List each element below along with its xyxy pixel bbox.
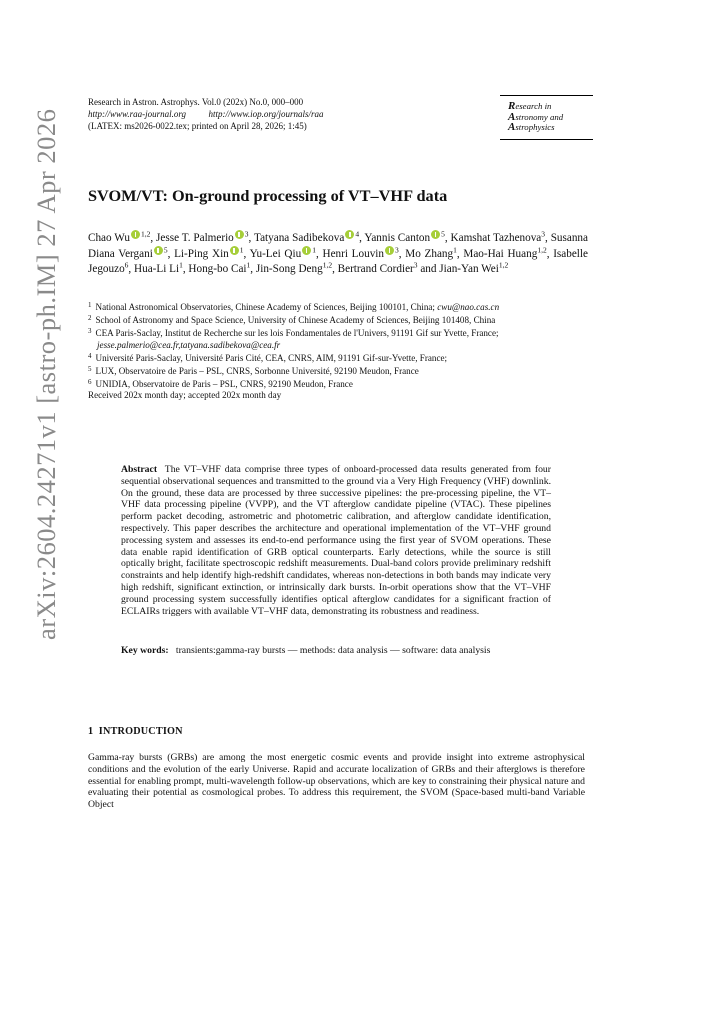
affiliation-email[interactable]: cwu@nao.cas.cn	[437, 302, 500, 312]
author-name: Mo Zhang$^1$	[405, 245, 457, 260]
author-name: Hong-bo Cai$^1$	[188, 260, 251, 275]
received-dates: Received 202x month day; accepted 202x month day	[88, 390, 282, 401]
header-journal-line: Research in Astron. Astrophys. Vol.0 (202x) No.0, 000–000	[88, 97, 304, 107]
affiliation-item	[88, 300, 568, 313]
author-affiliation-index: 3	[244, 229, 249, 239]
journal-logo-box: Research in Astronomy and Astrophysics	[500, 95, 593, 140]
author-affiliation-index: 5	[163, 245, 168, 255]
paper-title: SVOM/VT: On-ground processing of VT–VHF data	[88, 186, 448, 205]
affiliation-item	[88, 326, 568, 350]
author-name: Li-Ping Xin $^1$	[174, 245, 244, 260]
orcid-icon[interactable]	[154, 246, 163, 255]
author-affiliation-index: 1,2	[322, 260, 333, 270]
author-affiliation-index: 1,2	[537, 245, 547, 255]
author-affiliation-index: 1	[246, 260, 251, 270]
author-name: Tatyana Sadibekova $^4$	[254, 229, 360, 244]
author-name: Bertrand Cordier$^3$	[337, 260, 418, 275]
orcid-icon[interactable]	[131, 230, 140, 239]
author-affiliation-index: 4	[355, 229, 360, 239]
affiliation-number: 4	[88, 351, 92, 360]
affiliation-text: LUX, Observatoire de Paris – PSL, CNRS, Sorbonne Université, 92190 Meudon, France	[95, 366, 419, 377]
author-name: Chao Wu $^{1,2}$	[88, 229, 151, 244]
affiliation-text: Université Paris-Saclay, Université Paris Cité, CEA, CNRS, AIM, 91191 Gif-sur-Yvette, France;	[95, 352, 448, 363]
author-name: Isabelle Jegouzo$^6$	[88, 248, 588, 275]
affiliation-number: 2	[88, 314, 92, 323]
author-affiliation-index: 5	[441, 229, 445, 239]
author-name: Hua-Li Li$^1$	[134, 260, 183, 275]
abstract-text: The VT–VHF data comprise three types of onboard-processed data results generated from four sequential observational sequences and transmitted to the ground via a Very High Frequency (VHF) downlink. On the ground, these data are processed by three successive pipelines: the pre-processing pipeline, the VT–VHF data processing pipeline (VVPP), and the VT afterglow candidate pipeline (VTAC). These pipelines perform packet decoding, astrometric and photometric calibration, and afterglow candidate identification, respectively. This paper describes the architecture and operational implementation of the VT–VHF ground processing system and assesses its end-to-end performance using the first year of SVOM operations. These data enable rapid identification of GRB optical counterparts. Early detections, while the source is still optically bright, facilitate spectroscopic redshift measurements. Dual-band colors provide preliminary redshift constraints and help identify high-redshift candidates, whereas non-detections in both bands may indicate very high redshift, significant extinction, or intrinsically dark bursts. In-orbit operations show that the VT–VHF ground processing system successfully identifies optical afterglow candidates for a significant fraction of ECLAIRs triggers with available VT–VHF data, demonstrating its robustness and readiness.	[121, 464, 551, 617]
section-title: INTRODUCTION	[98, 726, 183, 737]
author-affiliation-index: 1	[239, 245, 244, 255]
journal-header	[88, 96, 324, 132]
abstract-label: Abstract	[121, 464, 158, 475]
abstract	[121, 464, 551, 617]
author-name: Yu-Lei Qiu $^1$	[249, 245, 316, 260]
author-name: Yannis Canton $^5$	[364, 229, 445, 244]
author-name: Susanna Diana Vergani $^5$	[88, 232, 588, 260]
author-name: Jian-Yan Wei$^{1,2}$	[439, 260, 509, 275]
author-affiliation-index: 3	[541, 229, 546, 239]
affiliation-text: National Astronomical Observatories, Chinese Academy of Sciences, Beijing 100101, China;	[95, 302, 435, 312]
orcid-icon[interactable]	[385, 246, 394, 255]
arxiv-identifier-text: arXiv:2604.24271v1 [astro-ph.IM] 27 Apr 2026	[31, 108, 61, 640]
author-affiliation-index: 6	[124, 260, 129, 270]
affiliation-item	[88, 377, 568, 390]
author-name: Henri Louvin $^3$	[322, 245, 399, 260]
affiliations	[88, 300, 568, 402]
author-affiliation-index: 3	[413, 260, 418, 270]
author-affiliation-index: 3	[395, 245, 399, 255]
orcid-icon[interactable]	[345, 230, 354, 239]
affiliation-number: 1	[88, 301, 92, 309]
header-url-iop[interactable]: http://www.iop.org/journals/raa	[208, 109, 324, 119]
header-url-raa[interactable]: http://www.raa-journal.org	[88, 109, 187, 119]
author-name: Kamshat Tazhenova$^3$	[450, 229, 546, 244]
keywords-text: transients:gamma-ray bursts — methods: data analysis — software: data analysis	[175, 645, 491, 656]
affiliation-text: CEA Paris-Saclay, Institut de Recherche sur les lois Fondamentales de l'Univers, 91191 Gif sur Yvette, France;	[95, 328, 499, 339]
affiliation-item	[88, 351, 568, 364]
author-affiliation-index: 1	[179, 260, 183, 270]
affiliation-item	[88, 364, 568, 377]
header-urls	[88, 108, 324, 120]
orcid-icon[interactable]	[230, 246, 239, 255]
author-name: Jin-Song Deng$^{1,2}$	[255, 260, 333, 275]
author-list: Chao Wu $^{1,2}$, Jesse T. Palmerio $^3$, Tatyana Sadibekova $^4$, Yannis Canton $^5$, Kamshat Tazhenova$^3$, Susanna Diana Vergani $^5$, Li-Ping Xin $^1$, Yu-Lei Qiu $^1$, Henri Louvin $^3$, Mo Zhang$^1$, Mao-Hai Huang$^{1,2}$, Isabelle Jegouzo$^6$, Hua-Li Li$^1$, Hong-bo Cai$^1$, Jin-Song Deng$^{1,2}$, Bertrand Cordier$^3$ and Jian-Yan Wei$^{1,2}$	[88, 229, 588, 275]
author-affiliation-index: 1,2	[498, 260, 509, 270]
author-affiliation-index: 1	[312, 245, 316, 255]
section-number: 1	[88, 726, 94, 737]
affiliation-number: 5	[88, 365, 92, 374]
affiliation-number: 3	[88, 327, 92, 336]
author-name: Mao-Hai Huang$^{1,2}$	[463, 245, 547, 260]
header-latex-line: (LATEX: ms2026-0022.tex; printed on April 28, 2026; 1:45)	[88, 121, 307, 131]
affiliation-item	[88, 313, 568, 326]
author-name: Jesse T. Palmerio $^3$	[156, 229, 249, 244]
orcid-icon[interactable]	[302, 246, 311, 255]
affiliation-email[interactable]: jesse.palmerio@cea.fr,tatyana.sadibekova@cea.fr	[97, 339, 281, 350]
affiliation-number: 6	[88, 378, 92, 387]
section-heading	[88, 726, 183, 737]
orcid-icon[interactable]	[235, 230, 244, 239]
author-affiliation-index: 1	[453, 245, 457, 255]
orcid-icon[interactable]	[431, 230, 440, 239]
author-affiliation-index: 1,2	[141, 229, 151, 239]
keywords	[121, 645, 551, 657]
intro-paragraph: Gamma-ray bursts (GRBs) are among the most energetic cosmic events and provide insight into extreme astrophysical conditions and the evolution of the early Universe. Rapid and accurate localization of GRBs and their afterglows is therefore essential for enabling prompt, multi-wavelength follow-up observations, which are key to constraining their physical nature and evaluating their potential as cosmological probes. To address this requirement, the SVOM (Space-based multi-band Variable Object	[88, 752, 585, 811]
keywords-label: Key words:	[121, 645, 169, 656]
affiliation-text: UNIDIA, Observatoire de Paris – PSL, CNRS, 92190 Meudon, France	[95, 379, 353, 390]
affiliation-text: School of Astronomy and Space Science, University of Chinese Academy of Sciences, Beijing 101408, China	[95, 315, 496, 326]
